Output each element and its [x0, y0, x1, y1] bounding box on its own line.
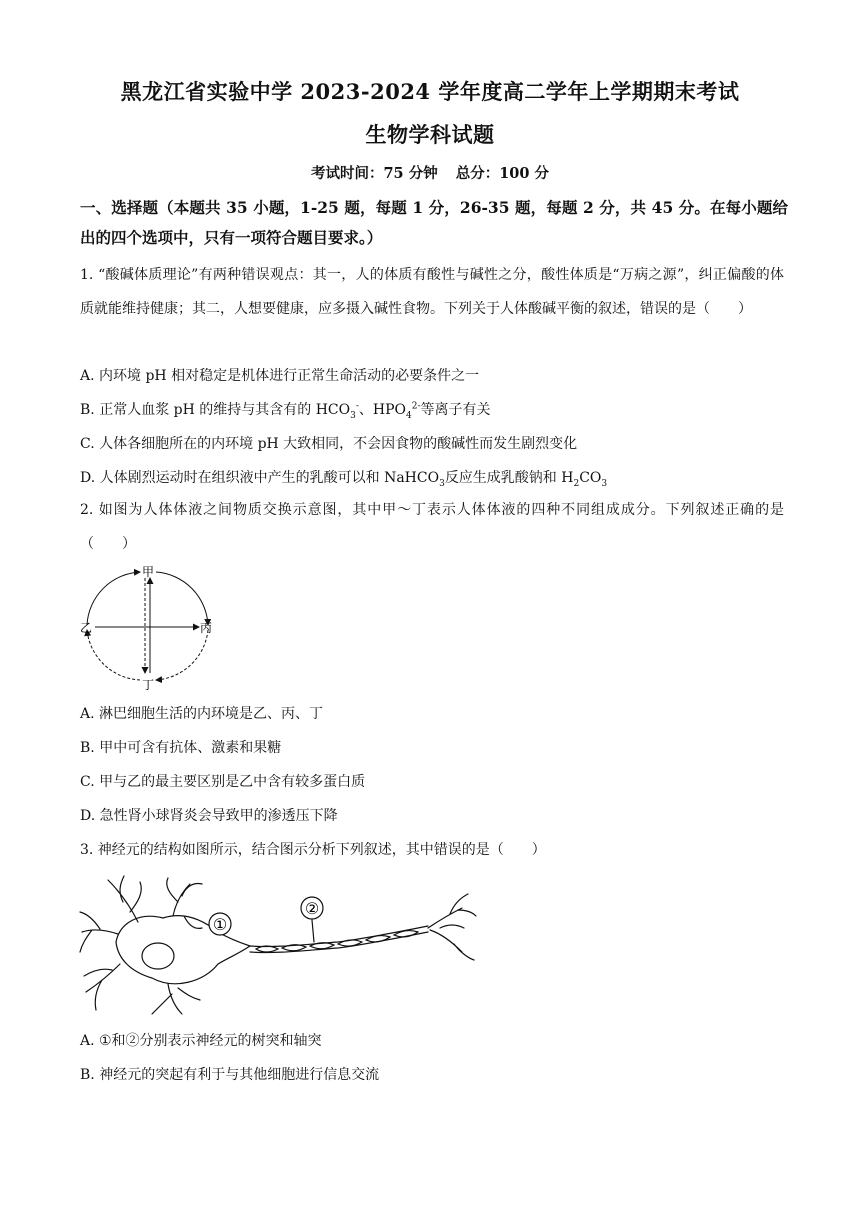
q3-option-b: B. 神经元的突起有利于与其他细胞进行信息交流	[80, 1067, 380, 1083]
q1-d-text-2: 反应生成乳酸钠和 H	[444, 470, 574, 486]
label-ding: 丁	[141, 678, 155, 690]
dendrite-3	[80, 912, 118, 952]
q1-option-d	[80, 468, 790, 488]
nucleus	[142, 943, 174, 969]
q1-b-sup-1: -	[355, 401, 359, 412]
q1-b-text-3: 等离子有关	[420, 402, 491, 418]
label-1: ①	[212, 915, 228, 934]
arrow-jia-to-bing	[156, 572, 208, 625]
q1-b-text-1: B. 正常人血浆 pH 的维持与其含有的 HCO	[80, 402, 351, 418]
arrow-yi-to-jia	[87, 572, 140, 625]
label-yi: 乙	[80, 621, 93, 635]
section-heading: 一、选择题（本题共 35 小题，1-25 题，每题 1 分，26-35 题，每题 2 分，共 45 分。在每小题给出的四个选项中，只有一项符合题目要求。）	[80, 198, 788, 247]
q1-d-sub-1: 3	[439, 478, 445, 489]
label-2: ②	[304, 899, 320, 918]
q2-option-d: D. 急性肾小球肾炎会导致甲的渗透压下降	[80, 808, 338, 824]
q2-option-c: C. 甲与乙的最主要区别是乙中含有较多蛋白质	[80, 774, 366, 790]
q2-option-a: A. 淋巴细胞生活的内环境是乙、丙、丁	[80, 706, 324, 722]
arrow-bing-to-ding	[156, 630, 208, 680]
q1-stem: 1. “酸碱体质理论”有两种错误观点：其一，人的体质有酸性与碱性之分，酸性体质是“万病之源”，纠正偏酸的体质就能维持健康；其二，人想要健康，应多摄入碱性食物。下列关于人体酸碱平衡的叙述，错误的是（ ）	[80, 267, 784, 317]
q1-d-text-3: CO	[579, 470, 602, 486]
exam-subtitle: 生物学科试题	[365, 122, 495, 147]
arrow-ding-to-yi	[87, 630, 140, 680]
q1-d-text-1: D. 人体剧烈运动时在组织液中产生的乳酸可以和 NaHCO	[80, 470, 440, 486]
q1-b-text-2: 、HPO	[358, 402, 406, 418]
exam-total: 总分：100 分	[455, 165, 550, 182]
q1-option-a: A. 内环境 pH 相对稳定是机体进行正常生命活动的必要条件之一	[80, 368, 480, 384]
dendrite-2	[167, 878, 202, 916]
q1-b-sub-2: 4	[406, 410, 412, 421]
pointer-line-2	[312, 920, 314, 942]
q1-b-sup-2: 2-	[411, 401, 421, 412]
myelin-sheath	[256, 931, 418, 952]
exam-title: 黑龙江省实验中学 2023-2024 学年度高二学年上学期期末考试	[120, 79, 740, 104]
q2-stem: 2. 如图为人体体液之间物质交换示意图，其中甲～丁表示人体体液的四种不同组成成分。下列叙述正确的是（ ）	[80, 502, 784, 552]
q2-option-b: B. 甲中可含有抗体、激素和果糖	[80, 740, 282, 756]
neuron-diagram	[78, 872, 478, 1017]
q3-stem: 3. 神经元的结构如图所示，结合图示分析下列叙述，其中错误的是（ ）	[80, 842, 546, 858]
label-jia: 甲	[141, 565, 155, 579]
exam-info	[0, 162, 860, 183]
q1-d-sub-3: 3	[601, 478, 608, 489]
q1-d-sub-2: 2	[573, 478, 580, 489]
q1-option-c: C. 人体各细胞所在的内环境 pH 大致相同，不会因食物的酸碱性而发生剧烈变化	[80, 436, 578, 452]
q1-b-sub-1: 3	[350, 410, 356, 421]
body-fluid-diagram	[78, 562, 218, 690]
dendrite-5	[152, 984, 200, 1014]
label-bing: 丙	[200, 621, 213, 635]
dendrite-1	[108, 876, 141, 922]
q1-option-b	[80, 400, 790, 420]
dendrite-4	[84, 964, 120, 1010]
q3-option-a: A. ①和②分别表示神经元的树突和轴突	[80, 1033, 322, 1049]
exam-time: 考试时间：75 分钟	[310, 165, 438, 182]
axon-terminal	[428, 894, 476, 960]
